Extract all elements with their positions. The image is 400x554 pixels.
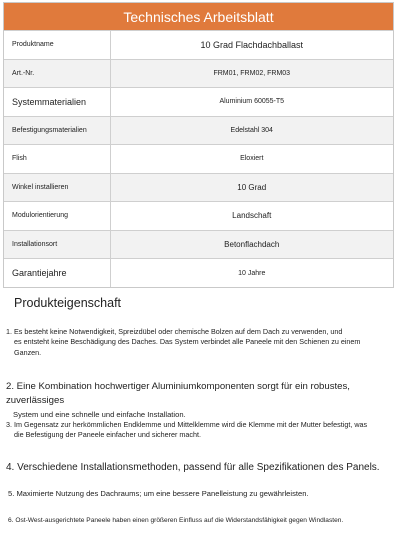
spec-row-article-number (4, 59, 393, 88)
feature-item (6, 380, 394, 420)
spec-table (4, 30, 393, 287)
spec-value: 10 Grad Flachdachballast (110, 31, 393, 60)
feature-item (6, 327, 394, 358)
spec-value: Landschaft (110, 202, 393, 231)
spec-label: Winkel installieren (4, 173, 110, 202)
feature-text: System und eine schnelle und einfache Installation. (13, 409, 186, 419)
spec-row-finish (4, 145, 393, 174)
spec-value: 10 Jahre (110, 259, 393, 288)
spec-row-fastening-materials (4, 116, 393, 145)
spec-row-module-orientation (4, 202, 393, 231)
sheet-title: Technisches Arbeitsblatt (4, 3, 393, 30)
feature-item (6, 461, 394, 476)
spec-label: Produktname (4, 31, 110, 60)
feature-text: 5. Maximierte Nutzung des Dachraums; um eine bessere Panelleistung zu gewährleisten. (8, 489, 309, 498)
features-title: Produkteigenschaft (14, 296, 122, 310)
spec-row-install-location (4, 230, 393, 259)
feature-text: 6. Ost-West-ausgerichtete Paneele haben einen größeren Einfluss auf die Widerstandsfähigkeit gegen Windlasten. (8, 517, 344, 524)
feature-item (8, 488, 396, 499)
spec-label: Garantiejahre (4, 259, 110, 288)
spec-label: Installationsort (4, 230, 110, 259)
spec-row-warranty (4, 259, 393, 288)
feature-text: die Befestigung der Paneele einfacher und sicherer macht. (14, 430, 201, 440)
feature-text: 2. Eine Kombination hochwertiger Aluminiumkomponenten sorgt für ein robustes, zuverlässiges (6, 381, 350, 407)
feature-text: Ganzen. (14, 347, 42, 357)
spec-label: Systemmaterialien (4, 88, 110, 117)
spec-label: Modulorientierung (4, 202, 110, 231)
spec-value: Edelstahl 304 (110, 116, 393, 145)
spec-value: Aluminium 60055-T5 (110, 88, 393, 117)
feature-item (8, 516, 396, 526)
spec-row-install-angle (4, 173, 393, 202)
technical-datasheet (3, 2, 394, 288)
spec-label: Flish (4, 145, 110, 174)
spec-row-system-materials (4, 88, 393, 117)
feature-text: 4. Verschiedene Installationsmethoden, passend für alle Spezifikationen des Panels. (6, 462, 380, 473)
feature-item (6, 420, 394, 441)
spec-label: Art.-Nr. (4, 59, 110, 88)
feature-text: 3. Im Gegensatz zur herkömmlichen Endklemme und Mittelklemme wird die Klemme mit der Mutter befestigt, was (6, 420, 368, 429)
spec-value: 10 Grad (110, 173, 393, 202)
spec-value: Betonflachdach (110, 230, 393, 259)
spec-row-product-name (4, 31, 393, 60)
spec-value: Eloxiert (110, 145, 393, 174)
feature-text: 1. Es besteht keine Notwendigkeit, Spreizdübel oder chemische Bolzen auf dem Dach zu verwenden, und (6, 327, 343, 336)
spec-value: FRM01, FRM02, FRM03 (110, 59, 393, 88)
feature-text: es entsteht keine Beschädigung des Daches. Das System verbindet alle Paneele mit den Schienen zu einem (14, 337, 361, 347)
spec-label: Befestigungsmaterialien (4, 116, 110, 145)
